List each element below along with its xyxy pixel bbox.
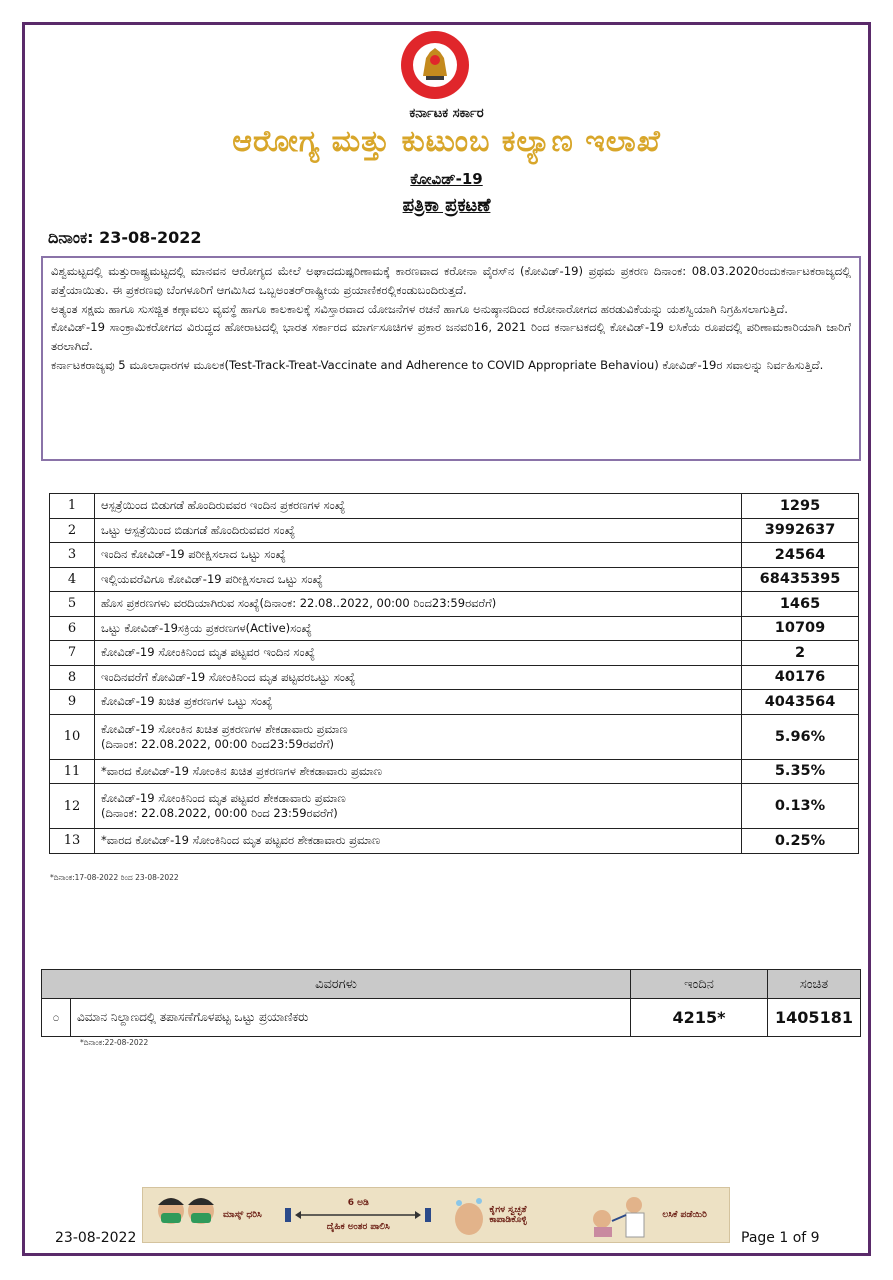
row-label: ಆಸ್ಪತ್ರೆಯಿಂದ ಬಿಡುಗಡೆ ಹೊಂದಿರುವವರ ಇಂದಿನ ಪ್ರಕರಣಗಳ ಸಂಖ್ಯೆ [95, 494, 742, 519]
row-number: 10 [50, 714, 95, 759]
handwash-icon [449, 1193, 489, 1237]
row-label [95, 714, 742, 759]
column-header: ಇಂದಿನ [631, 970, 768, 999]
row-label: ಇಲ್ಲಿಯವರೆವಿಗೂ ಕೋವಿಡ್-19 ಪರೀಕ್ಷಿಸಲಾದ ಒಟ್ಟು ಸಂಖ್ಯೆ [95, 567, 742, 592]
distance-label: ದೈಹಿಕ ಅಂತರ ಪಾಲಿಸಿ [326, 1222, 390, 1232]
table-row [50, 567, 859, 592]
row-label-line: ಕೋವಿಡ್-19 ಸೋಂಕಿನಿಂದ ಮೃತ ಪಟ್ಟವರ ಶೇಕಡಾವಾರು ಪ್ರಮಾಣ [101, 791, 346, 805]
distance-top-label: 6 ಅಡಿ [347, 1198, 369, 1208]
press-release-heading: ಪತ್ರಿಕಾ ಪ್ರಕಟಣೆ [402, 195, 491, 216]
row-value: 1295 [742, 494, 859, 519]
row-label: ಇಂದಿನ ಕೋವಿಡ್-19 ಪರೀಕ್ಷಿಸಲಾದ ಒಟ್ಟು ಸಂಖ್ಯೆ [95, 543, 742, 568]
table-row [42, 999, 861, 1037]
row-label-line: ಕೋವಿಡ್-19 ಸೋಂಕಿನ ಖಚಿತ ಪ್ರಕರಣಗಳ ಶೇಕಡಾವಾರು ಪ್ರಮಾಣ [101, 721, 348, 736]
row-number: 8 [50, 665, 95, 690]
government-name: ಕರ್ನಾಟಕ ಸರ್ಕಾರ [409, 106, 484, 121]
table-row [50, 784, 859, 829]
row-number: 1 [50, 494, 95, 519]
row-number: 2 [50, 518, 95, 543]
intro-paragraph: ಕೋವಿಡ್-19 ಸಾಂಕ್ರಾಮಿಕರೋಗದ ವಿರುದ್ಧದ ಹೋರಾಟದಲ್ಲಿ ಭಾರತ ಸರ್ಕಾರದ ಮಾರ್ಗಸೂಚಿಗಳ ಪ್ರಕಾರ ಜನವರಿ16, 2021 ರಿಂದ ಕರ್ನಾಟಕದಲ್ಲಿ ಕೋವಿಡ್-19 ಲಸಿಕೆಯ ರೂಪದಲ್ಲಿ ಪರಿಣಾಮಕಾರಿಯಾಗಿ ಜಾರಿಗೆ ತರಲಾಗಿದೆ. [51, 320, 851, 354]
row-value: 0.13% [742, 784, 859, 829]
row-value: 3992637 [742, 518, 859, 543]
row-number: 13 [50, 829, 95, 854]
row-number: ೦ [42, 999, 71, 1037]
table-row [50, 714, 859, 759]
table-row [50, 543, 859, 568]
row-label: ಹೊಸ ಪ್ರಕರಣಗಳು ವರದಿಯಾಗಿರುವ ಸಂಖ್ಯೆ(ದಿನಾಂಕ: 22.08..2022, 00:00 ರಿಂದ23:59ರವರೆಗೆ) [95, 592, 742, 617]
row-number: 9 [50, 690, 95, 715]
row-value: 40176 [742, 665, 859, 690]
mask-icon [153, 1191, 223, 1239]
column-header: ಸಂಚಿತ [768, 970, 861, 999]
intro-paragraph: ಅತ್ಯಂತ ಸಕ್ಷಮ ಹಾಗೂ ಸುಸಜ್ಜಿತ ಕಣ್ಗಾವಲು ವ್ಯವಸ್ಥೆ ಹಾಗೂ ಕಾಲಕಾಲಕ್ಕೆ ಸವಿಸ್ತಾರವಾದ ಯೋಜನೆಗಳ ರಚನೆ ಹಾಗೂ ಅನುಷ್ಠಾನದಿಂದ ಕರೋನಾರೋಗದ ಹರಡುವಿಕೆಯನ್ನು ಯಶಸ್ವಿಯಾಗಿ ನಿಗ್ರಹಿಸಲಾಗುತ್ತಿದೆ. [51, 301, 788, 316]
row-label: ಇಂದಿನವರೆಗೆ ಕೋವಿಡ್-19 ಸೋಂಕಿನಿಂದ ಮೃತ ಪಟ್ಟವರಒಟ್ಟು ಸಂಖ್ಯೆ [95, 665, 742, 690]
row-value: 5.96% [742, 714, 859, 759]
mask-label: ಮಾಸ್ಕ್ ಧರಿಸಿ [223, 1210, 262, 1220]
distance-segment [275, 1188, 441, 1242]
airport-screening-table [41, 969, 861, 1037]
airport-footnote: *ದಿನಾಂಕ:22-08-2022 [80, 1038, 149, 1047]
row-number: 6 [50, 616, 95, 641]
handwash-segment [441, 1188, 576, 1242]
row-label: *ವಾರದ ಕೋವಿಡ್-19 ಸೋಂಕಿನ ಖಚಿತ ಪ್ರಕರಣಗಳ ಶೇಕಡಾವಾರು ಪ್ರಮಾಣ [95, 759, 742, 784]
row-value: 0.25% [742, 829, 859, 854]
release-date: ದಿನಾಂಕ: 23-08-2022 [48, 228, 202, 247]
page-number: Page 1 of 9 [741, 1230, 820, 1246]
table-row [50, 829, 859, 854]
government-emblem [390, 28, 480, 102]
row-number: 3 [50, 543, 95, 568]
vaccine-label: ಲಸಿಕೆ ಪಡೆಯಿರಿ [662, 1210, 707, 1220]
row-number: 5 [50, 592, 95, 617]
row-number: 11 [50, 759, 95, 784]
mask-segment [143, 1188, 275, 1242]
stats-footnote: *ದಿನಾಂಕ:17-08-2022 ರಿಂದ 23-08-2022 [50, 873, 179, 882]
distance-arrow-icon [283, 1208, 433, 1222]
row-value: 24564 [742, 543, 859, 568]
row-label: *ವಾರದ ಕೋವಿಡ್-19 ಸೋಂಕಿನಿಂದ ಮೃತ ಪಟ್ಟವರ ಶೇಕಡಾವಾರು ಪ್ರಮಾಣ [95, 829, 742, 854]
row-value: 68435395 [742, 567, 859, 592]
row-number: 7 [50, 641, 95, 666]
intro-box [41, 256, 861, 461]
table-row [50, 616, 859, 641]
row-value: 2 [742, 641, 859, 666]
vaccine-segment [576, 1188, 729, 1242]
table-row [50, 494, 859, 519]
row-number: 12 [50, 784, 95, 829]
table-row [50, 690, 859, 715]
covid-safety-banner [142, 1187, 730, 1243]
table-row [50, 759, 859, 784]
department-title: ಆರೋಗ್ಯ ಮತ್ತು ಕುಟುಂಬ ಕಲ್ಯಾಣ ಇಲಾಖೆ [232, 124, 661, 159]
covid-heading: ಕೋವಿಡ್-19 [410, 170, 483, 188]
row-label: ವಿಮಾನ ನಿಲ್ದಾಣದಲ್ಲಿ ತಪಾಸಣೆಗೊಳಪಟ್ಟ ಒಟ್ಟು ಪ್ರಯಾಣಿಕರು [71, 999, 631, 1037]
today-value: 4215* [631, 999, 768, 1037]
table-row [50, 518, 859, 543]
row-label [95, 784, 742, 829]
handwash-label: ಕೈಗಳ ಸ್ವಚ್ಛತೆ ಕಾಪಾಡಿಕೊಳ್ಳಿ [489, 1205, 527, 1225]
column-header: ವಿವರಗಳು [42, 970, 631, 999]
footer-date: 23-08-2022 [55, 1230, 137, 1246]
table-row [50, 592, 859, 617]
row-label: ಕೋವಿಡ್-19 ಸೋಂಕಿನಿಂದ ಮೃತ ಪಟ್ಟವರ ಇಂದಿನ ಸಂಖ್ಯೆ [95, 641, 742, 666]
row-value: 1465 [742, 592, 859, 617]
row-value: 5.35% [742, 759, 859, 784]
table-header-row [42, 970, 861, 999]
row-label-line: (ದಿನಾಂಕ: 22.08.2022, 00:00 ರಿಂದ 23:59ರವರೆಗೆ) [101, 806, 338, 820]
row-number: 4 [50, 567, 95, 592]
table-row [50, 641, 859, 666]
row-value: 4043564 [742, 690, 859, 715]
intro-paragraph: ವಿಶ್ವಮಟ್ಟದಲ್ಲಿ ಮತ್ತುರಾಷ್ಟ್ರಮಟ್ಟದಲ್ಲಿ ಮಾನವನ ಆರೋಗ್ಯದ ಮೇಲೆ ಅಘಾದದುಷ್ಪರಿಣಾಮಕ್ಕೆ ಕಾರಣವಾದ ಕರೋನಾ ವೈರಸ್‌ನ (ಕೋವಿಡ್-19) ಪ್ರಥಮ ಪ್ರಕರಣ ದಿನಾಂಕ: 08.03.2020ರಂದುಕರ್ನಾಟಕರಾಜ್ಯದಲ್ಲಿ ಪತ್ತೆಯಾಯಿತು. ಈ ಪ್ರಕರಣವು ಬೆಂಗಳೂರಿಗೆ ಆಗಮಿಸಿದ ಒಬ್ಬಅಂತರ್‌ರಾಷ್ಟ್ರೀಯ ಪ್ರಯಾಣಿಕರಲ್ಲಿಕಂಡುಬಂದಿರುತ್ತದೆ. [51, 264, 851, 297]
table-row [50, 665, 859, 690]
cumulative-value: 1405181 [768, 999, 861, 1037]
row-value: 10709 [742, 616, 859, 641]
vaccination-icon [582, 1191, 662, 1239]
row-label-line: (ದಿನಾಂಕ: 22.08.2022, 00:00 ರಿಂದ23:59ರವರೆಗೆ) [101, 736, 335, 751]
row-label: ಒಟ್ಟು ಆಸ್ಪತ್ರೆಯಿಂದ ಬಿಡುಗಡೆ ಹೊಂದಿರುವವರ ಸಂಖ್ಯೆ [95, 518, 742, 543]
intro-paragraph: ಕರ್ನಾಟಕರಾಜ್ಯವು 5 ಮೂಲಾಧಾರಗಳ ಮೂಲಕ(Test-Track-Treat-Vaccinate and Adherence to COVID Appropriate Behaviou) ಕೋವಿಡ್-19ರ ಸವಾಲನ್ನು ನಿರ್ವಹಿಸುತ್ತಿದೆ. [51, 357, 824, 372]
row-label: ಕೋವಿಡ್-19 ಖಚಿತ ಪ್ರಕರಣಗಳ ಒಟ್ಟು ಸಂಖ್ಯೆ [95, 690, 742, 715]
covid-stats-table [49, 493, 859, 854]
row-label: ಒಟ್ಟು ಕೋವಿಡ್-19ಸಕ್ರಿಯ ಪ್ರಕರಣಗಳ(Active)ಸಂಖ್ಯೆ [95, 616, 742, 641]
